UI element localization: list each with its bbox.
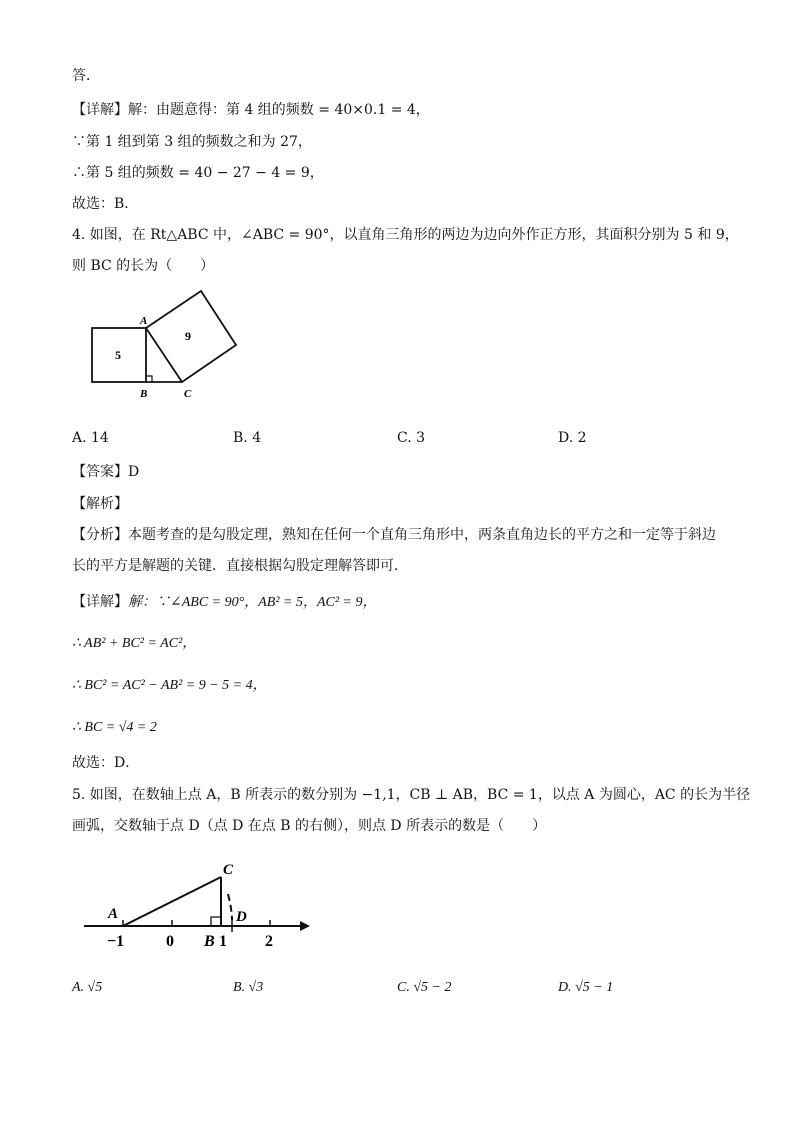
detail-line3: ∴ BC² = AC² − AB² = 9 − 5 = 4，: [72, 678, 267, 693]
q5-option-d: D. √5 − 1: [558, 980, 614, 995]
detail-line2: ∴ AB² + BC² = AC²，: [72, 636, 197, 651]
tick-label-2: 2: [265, 933, 273, 950]
q4-stem-line1: 4. 如图，在 Rt△ABC 中，∠ABC = 90°，以直角三角形的两边为边向外作正方形，其面积分别为 5 和 9，: [72, 227, 739, 243]
label-c: C: [223, 862, 234, 878]
q5-stem-line1: 5. 如图，在数轴上点 A，B 所表示的数分别为 −1,1，CB ⊥ AB，BC = 1，以点 A 为圆心，AC 的长为半径: [72, 787, 751, 803]
q5-option-a: A. √5: [72, 980, 103, 995]
detail-line: [72, 100, 430, 120]
label-b: B: [140, 388, 148, 400]
detail-tag: 【详解】: [72, 102, 128, 118]
detail-tag: 【详解】: [72, 594, 128, 610]
q5-figure: [80, 852, 320, 954]
q4-figure: [80, 282, 250, 404]
label-d: D: [236, 909, 247, 925]
square-right: [146, 291, 236, 382]
axis-arrow: [300, 921, 310, 931]
segment-ac: [123, 877, 221, 926]
text-line: ∵第 1 组到第 3 组的频数之和为 27，: [72, 134, 312, 150]
fenxi-line2: 长的平方是解题的关键．直接根据勾股定理解答即可．: [72, 558, 408, 574]
answer-value: D: [128, 464, 140, 480]
text-line: 答．: [72, 68, 100, 84]
tick-label-m1: −1: [107, 933, 125, 950]
q5-option-c: C. √5 − 2: [397, 980, 452, 995]
q4-option-d: D. 2: [558, 430, 587, 446]
area-5: 5: [115, 348, 121, 362]
area-9: 9: [185, 329, 191, 343]
detail-text: 解：由题意得：第 4 组的频数 = 40×0.1 = 4，: [128, 102, 430, 118]
label-c: C: [184, 388, 192, 400]
label-a: A: [140, 315, 148, 327]
detail-line1: [72, 592, 377, 613]
text-line: ∴第 5 组的频数 = 40 − 27 − 4 = 9，: [72, 165, 324, 181]
q4-option-c: C. 3: [397, 430, 426, 446]
q5-option-b: B. √3: [233, 980, 264, 995]
answer-line: [72, 462, 139, 482]
fenxi-tag: 【分析】: [72, 527, 128, 543]
q4-option-a: A. 14: [72, 430, 109, 446]
analysis-tag: 【解析】: [72, 496, 128, 512]
answer-tag: 【答案】: [72, 464, 128, 480]
arc-cd: [228, 894, 232, 920]
q4-option-b: B. 4: [233, 430, 262, 446]
right-angle-mark: [211, 917, 221, 926]
detail-line4: ∴ BC = √4 = 2: [72, 720, 157, 735]
tick-label-0: 0: [166, 933, 174, 950]
label-b: B: [204, 933, 215, 950]
label-a: A: [108, 906, 119, 922]
conclusion-line: 故选：D．: [72, 755, 140, 771]
detail-text: 解：∵∠ABC = 90°，AB² = 5，AC² = 9，: [128, 595, 377, 610]
tick-label-1: 1: [219, 933, 227, 950]
q5-stem-line2: 画弧，交数轴于点 D（点 D 在点 B 的右侧），则点 D 所表示的数是（ ）: [72, 818, 547, 834]
text-line: 故选：B．: [72, 196, 139, 212]
fenxi-text: 本题考查的是勾股定理，熟知在任何一个直角三角形中，两条直角边长的平方之和一定等于斜边: [128, 527, 716, 543]
q4-stem-line2: 则 BC 的长为（ ）: [72, 258, 215, 274]
fenxi-line1: [72, 525, 716, 545]
